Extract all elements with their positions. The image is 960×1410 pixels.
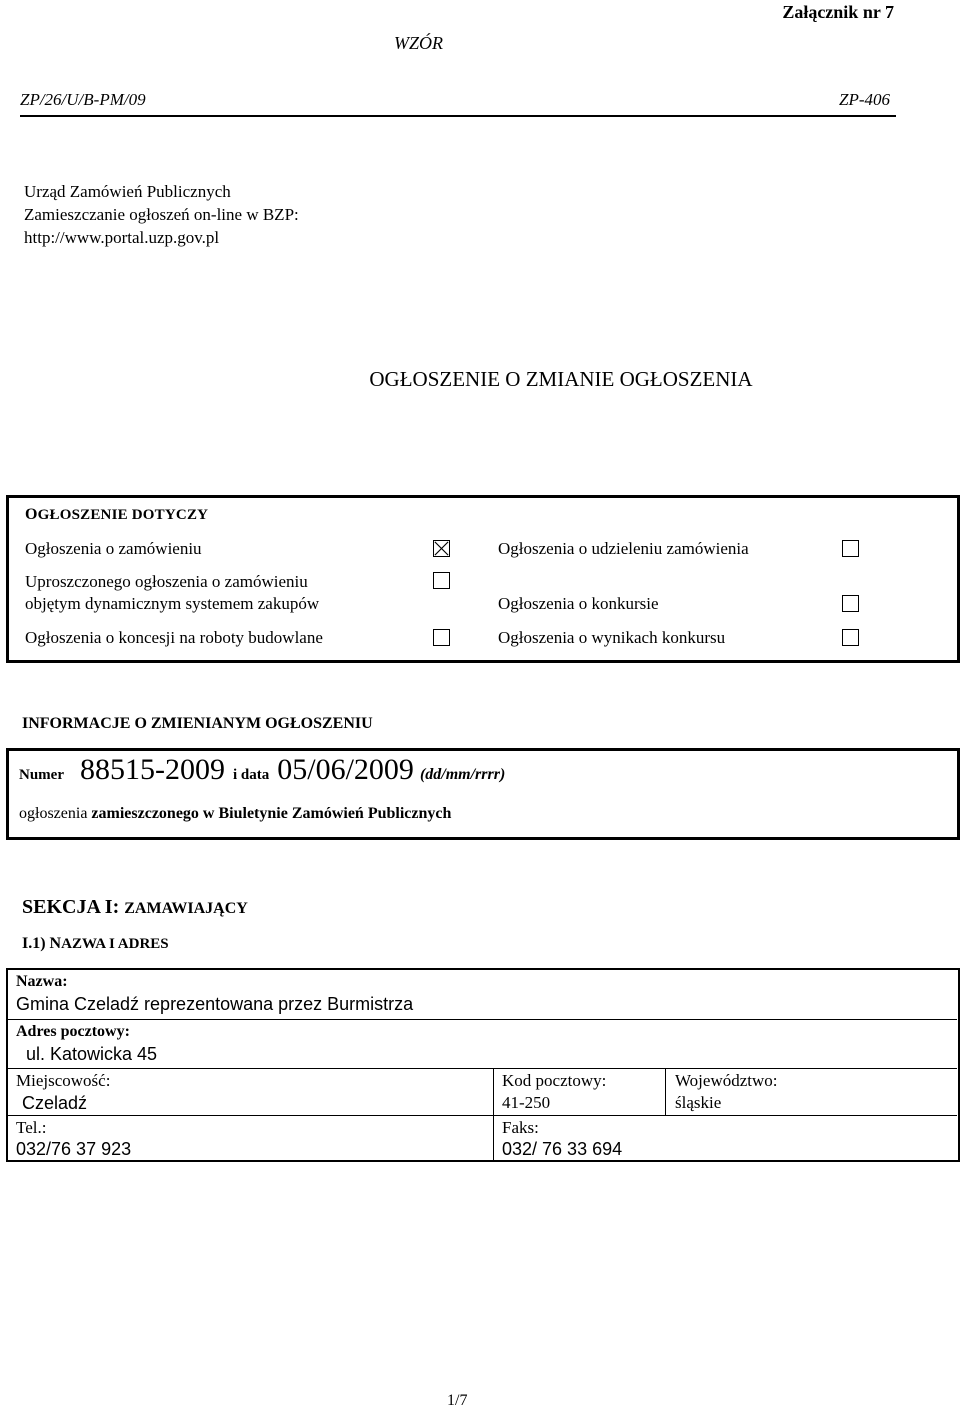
postcode-label: Kod pocztowy: — [502, 1071, 607, 1090]
issuer-block — [24, 180, 299, 249]
option-label: Ogłoszenia o koncesji na roboty budowlane — [25, 628, 323, 647]
option-label: Ogłoszenia o konkursie — [498, 594, 659, 613]
case-number: ZP-406 — [839, 90, 890, 109]
region-value: śląskie — [675, 1093, 722, 1112]
row-divider — [8, 1115, 957, 1116]
option-checkbox[interactable] — [433, 572, 450, 589]
date-format-hint: (dd/mm/rrrr) — [419, 766, 506, 783]
page-number: 1/7 — [447, 1392, 468, 1409]
date-label: i data — [233, 767, 270, 783]
city-value: Czeladź — [22, 1093, 88, 1113]
option-label: Ogłoszenia o zamówieniu — [25, 539, 202, 558]
fax-label: Faks: — [502, 1118, 539, 1137]
phone-label: Tel.: — [16, 1118, 47, 1137]
changed-notice-header: INFORMACJE O ZMIENIANYM OGŁOSZENIU — [22, 715, 373, 732]
option-checkbox[interactable] — [842, 629, 859, 646]
phone-value: 032/76 37 923 — [16, 1139, 132, 1159]
column-divider — [665, 1068, 666, 1115]
address-label: Adres pocztowy: — [16, 1023, 130, 1040]
notice-date: 05/06/2009 — [277, 753, 414, 786]
option-label: Ogłoszenia o udzieleniu zamówienia — [498, 539, 749, 558]
issuer-line: Urząd Zamówień Publicznych — [24, 182, 231, 201]
option-label: Uproszczonego ogłoszenia o zamówieniu objętym dynamicznym systemem zakupów — [25, 572, 320, 613]
section-title: SEKCJA I: ZAMAWIAJĄCY — [22, 896, 248, 918]
option-checkbox[interactable] — [842, 540, 859, 557]
fax-value: 032/ 76 33 694 — [502, 1139, 623, 1159]
notice-number-row — [19, 753, 505, 787]
notice-number: 88515-2009 — [80, 753, 225, 786]
number-label: Numer — [19, 767, 64, 783]
notice-concerns-box — [6, 495, 960, 663]
changed-notice-box — [6, 748, 960, 840]
name-value: Gmina Czeladź reprezentowana przez Burmistrza — [16, 994, 414, 1014]
city-label: Miejscowość: — [16, 1071, 111, 1090]
publication-note: ogłoszenia zamieszczonego w Biuletynie Zamówień Publicznych — [19, 805, 452, 822]
notice-concerns-header: OGŁOSZENIE DOTYCZY — [25, 506, 209, 523]
attachment-label: Załącznik nr 7 — [782, 2, 894, 22]
option-checkbox-checked[interactable] — [433, 540, 450, 557]
postcode-value: 41-250 — [502, 1093, 551, 1112]
option-checkbox[interactable] — [433, 629, 450, 646]
header-divider — [20, 115, 896, 117]
name-label: Nazwa: — [16, 973, 68, 990]
region-label: Województwo: — [675, 1071, 778, 1090]
row-divider — [8, 1068, 957, 1069]
row-divider — [8, 1019, 957, 1020]
document-title: OGŁOSZENIE O ZMIANIE OGŁOSZENIA — [369, 367, 753, 391]
contracting-authority-box — [6, 968, 960, 1162]
section-subtitle: I.1) NAZWA I ADRES — [22, 935, 169, 952]
issuer-line: Zamieszczanie ogłoszeń on-line w BZP: — [24, 205, 299, 224]
issuer-url: http://www.portal.uzp.gov.pl — [24, 228, 220, 247]
option-checkbox[interactable] — [842, 595, 859, 612]
address-value: ul. Katowicka 45 — [26, 1044, 158, 1064]
checkmark-x-icon — [434, 541, 449, 556]
option-label: Ogłoszenia o wynikach konkursu — [498, 628, 726, 647]
reference-number: ZP/26/U/B-PM/09 — [20, 90, 146, 109]
template-label: WZÓR — [394, 33, 443, 53]
